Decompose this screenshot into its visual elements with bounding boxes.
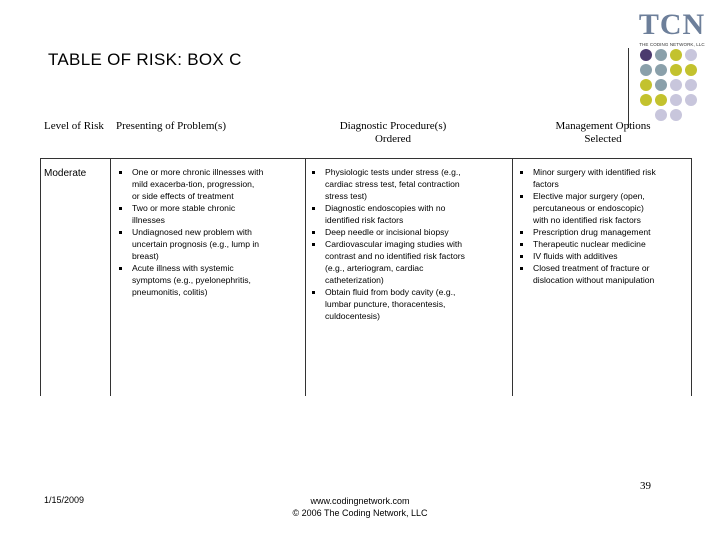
- list-item: Physiologic tests under stress (e.g., cardiac stress test, fetal contraction stress test): [311, 166, 479, 202]
- dot: [655, 79, 667, 91]
- header-diagnostic-text: Diagnostic Procedure(s) Ordered: [339, 120, 447, 145]
- dot: [670, 94, 682, 106]
- logo-text: TCN: [638, 8, 706, 41]
- footer-date: 1/15/2009: [44, 495, 85, 505]
- dot: [685, 79, 697, 91]
- list-item: Cardiovascular imaging studies with contrast and no identified risk factors (e.g., arteriogram, cardiac catheterization): [311, 238, 479, 286]
- footer-center: [230, 495, 490, 519]
- list-item: Minor surgery with identified risk factors: [519, 166, 659, 190]
- list-item: Undiagnosed new problem with uncertain prognosis (e.g., lump in breast): [118, 226, 264, 262]
- list-item: Two or more stable chronic illnesses: [118, 202, 264, 226]
- dot: [685, 49, 697, 61]
- list-item: Deep needle or incisional biopsy: [311, 226, 479, 238]
- dot: [670, 79, 682, 91]
- page-title: TABLE OF RISK: BOX C: [48, 50, 242, 69]
- dot: [640, 49, 652, 61]
- dot: [670, 49, 682, 61]
- list-item: IV fluids with additives: [519, 250, 659, 262]
- dot: [655, 64, 667, 76]
- dot: [655, 49, 667, 61]
- header-diagnostic: [328, 120, 458, 146]
- table-top-rule: [40, 158, 692, 159]
- header-management: [543, 120, 663, 146]
- dot: [640, 94, 652, 106]
- list-item: Closed treatment of fracture or dislocation without manipulation: [519, 262, 659, 286]
- footer-website: www.codingnetwork.com: [310, 496, 410, 506]
- table-column-line: [40, 158, 41, 396]
- problem-list: [118, 166, 264, 298]
- logo: [632, 8, 712, 48]
- table-column-line: [691, 158, 692, 396]
- table-column-line: [110, 158, 111, 396]
- dot: [685, 94, 697, 106]
- table-column-line: [512, 158, 513, 396]
- dot: [655, 94, 667, 106]
- logo-subtitle: THE CODING NETWORK, LLC: [639, 42, 705, 47]
- dot: [640, 64, 652, 76]
- dot: [670, 109, 682, 121]
- table-column-line: [305, 158, 306, 396]
- page-number: 39: [640, 480, 651, 492]
- risk-level: Moderate: [44, 168, 87, 179]
- list-item: Obtain fluid from body cavity (e.g., lumbar puncture, thoracentesis, culdocentesis): [311, 286, 479, 322]
- dot: [670, 64, 682, 76]
- header-problem: [116, 120, 276, 133]
- list-item: One or more chronic illnesses with mild exacerba-tion, progression, or side effects of treatment: [118, 166, 264, 202]
- header-level-text: Level of Risk: [44, 120, 104, 132]
- list-item: Acute illness with systemic symptoms (e.g., pyelonephritis, pneumonitis, colitis): [118, 262, 264, 298]
- header-problem-text: Presenting of Problem(s): [116, 120, 226, 132]
- header-level: [44, 120, 104, 133]
- list-item: Elective major surgery (open, percutaneous or endoscopic) with no identified risk factors: [519, 190, 659, 226]
- dot: [640, 79, 652, 91]
- dot: [685, 64, 697, 76]
- diagnostic-list: [311, 166, 479, 322]
- management-list: [519, 166, 659, 286]
- decorative-line: [628, 48, 629, 128]
- list-item: Diagnostic endoscopies with no identified risk factors: [311, 202, 479, 226]
- list-item: Therapeutic nuclear medicine: [519, 238, 659, 250]
- header-management-text: Management Options Selected: [555, 120, 651, 145]
- list-item: Prescription drug management: [519, 226, 659, 238]
- footer-copyright: © 2006 The Coding Network, LLC: [292, 508, 428, 518]
